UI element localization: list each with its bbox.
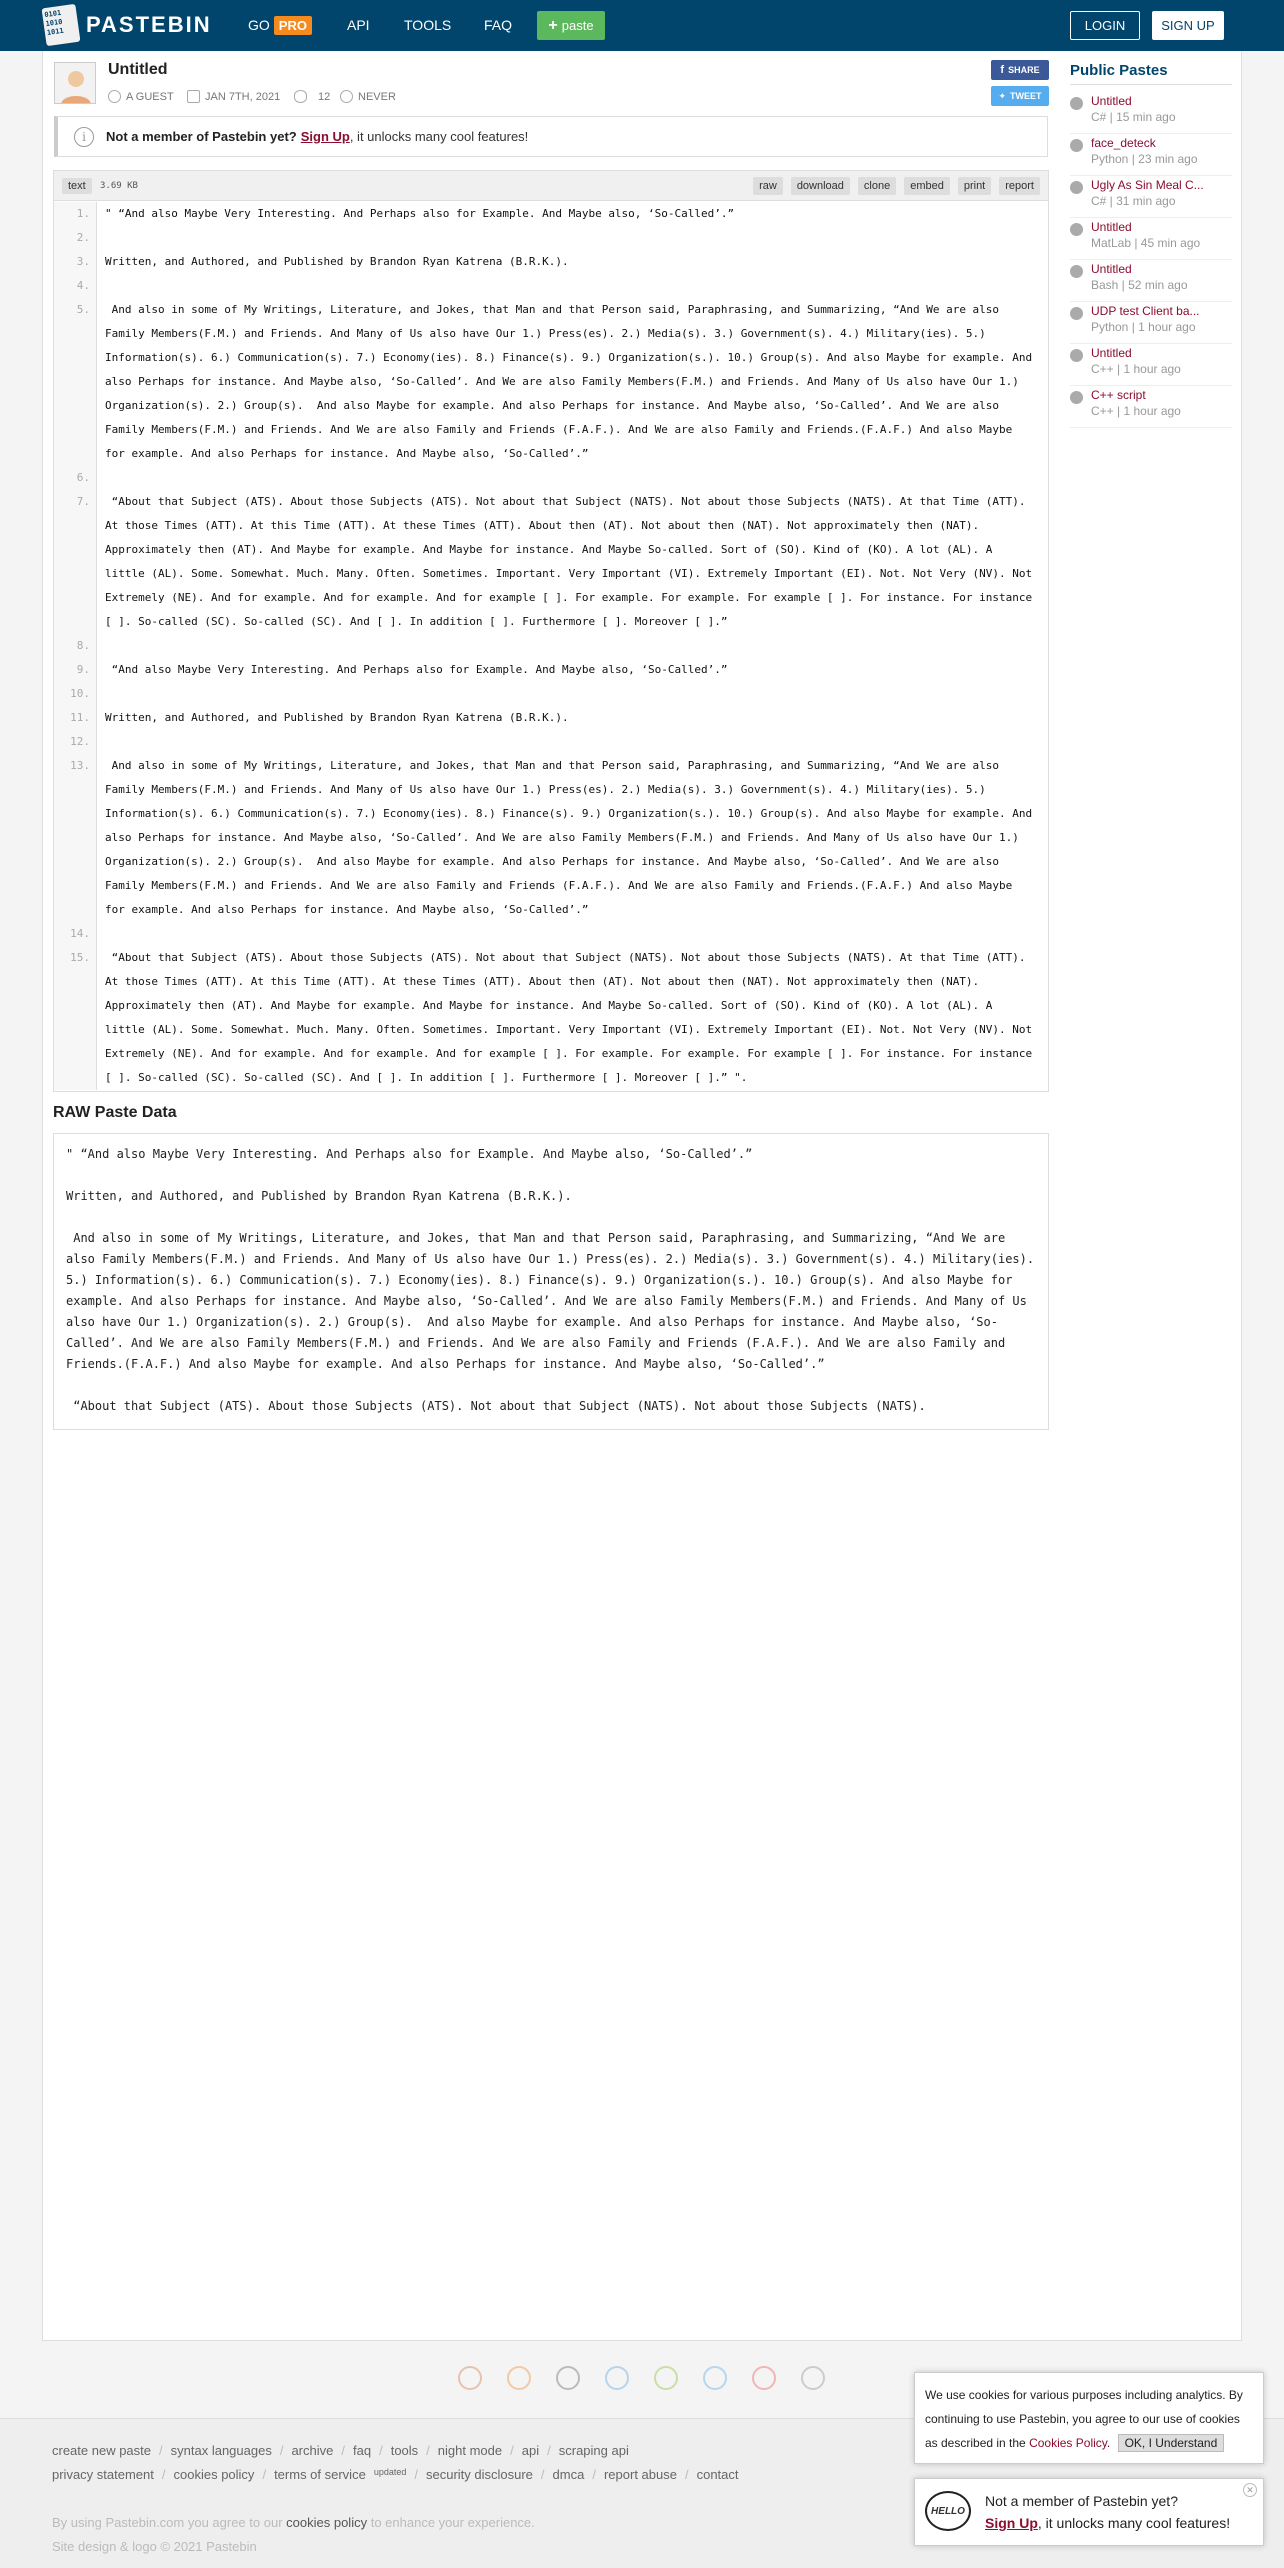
public-paste-title[interactable]: C++ script <box>1091 388 1146 402</box>
views-label: 12 <box>318 90 331 103</box>
nav-faq[interactable]: FAQ <box>484 17 513 33</box>
browser-extensions <box>458 2366 825 2390</box>
footer-link[interactable]: faq <box>353 2443 372 2458</box>
plus-icon: + <box>548 16 558 34</box>
clone-button[interactable]: clone <box>858 177 896 195</box>
line-text <box>97 274 1048 298</box>
footer-link[interactable]: terms of service <box>274 2467 366 2482</box>
member-popup-rest: , it unlocks many cool features! <box>1037 2515 1231 2531</box>
nav-api[interactable]: API <box>347 17 370 33</box>
line-number: 15. <box>54 946 97 1090</box>
line-text <box>97 466 1048 490</box>
public-paste-title[interactable]: face_deteck <box>1091 136 1156 150</box>
footer-link[interactable]: syntax languages <box>170 2443 272 2458</box>
code-line <box>54 250 1048 274</box>
line-text <box>97 922 1048 946</box>
globe-icon <box>1070 391 1083 404</box>
line-text: And also in some of My Writings, Literature, and Jokes, that Man and that Person said, Paraphrasing, and Summarizing, “And We are also Family Members(F.M.) and Friends. And Many of Us also have Our 1.) Press(es). 2.) Media(s). 3.) Government(s). 4.) Military(ies). 5.) Information(s). 6.) Communication(s). 7.) Economy(ies). 8.) Finance(s). 9.) Organization(s.). 10.) Group(s). And also Maybe for example. And also Perhaps for instance. And Maybe also, ‘So-Called’. And We are also Family Members(F.M.) and Friends. And Many of Us also have Our 1.) Organization(s). 2.) Group(s). And also Maybe for example. And also Perhaps for instance. And Maybe also, ‘So-Called’. And We are also Family Members(F.M.) and Friends. And We are also Family and Friends (F.A.F.). And We are also Family and Friends.(F.A.F.) And also Maybe for example. And also Perhaps for instance. And Maybe also, ‘So-Called’.” <box>105 303 1039 460</box>
member-popup-signup-link[interactable]: Sign Up <box>985 2515 1038 2531</box>
cookie-ok-button[interactable]: OK, I Understand <box>1118 2434 1225 2452</box>
opera-icon[interactable] <box>752 2366 776 2390</box>
top-header <box>0 0 1284 51</box>
line-number: 2. <box>54 226 97 250</box>
line-text: Written, and Authored, and Published by Brandon Ryan Katrena (B.R.K.). <box>105 255 569 268</box>
footer-link[interactable]: report abuse <box>603 2467 677 2482</box>
public-paste-title[interactable]: Ugly As Sin Meal C... <box>1091 178 1204 192</box>
safari-icon[interactable] <box>703 2366 727 2390</box>
author-label: A GUEST <box>126 90 174 103</box>
code-line <box>54 634 1048 658</box>
syntax-tag[interactable]: text <box>62 178 92 194</box>
public-paste-title[interactable]: Untitled <box>1091 94 1132 108</box>
code-line <box>54 754 1048 922</box>
user-icon <box>108 90 121 103</box>
globe-icon <box>1070 265 1083 278</box>
code-line <box>54 226 1048 250</box>
footer-separator: / <box>547 2443 551 2458</box>
public-paste-title[interactable]: Untitled <box>1091 262 1132 276</box>
calendar-icon <box>187 90 200 103</box>
notice-question: Not a member of Pastebin yet? <box>106 129 297 144</box>
public-pastes-title: Public Pastes <box>1070 62 1168 79</box>
cookie-text: We use cookies for various purposes including analytics. By continuing to use Pastebin, you agree to our use of cookies as described in the <box>925 2388 1243 2450</box>
line-text <box>97 634 1048 658</box>
info-icon: i <box>74 127 94 147</box>
line-number: 3. <box>54 250 97 274</box>
globe-icon <box>1070 223 1083 236</box>
close-icon[interactable]: ✕ <box>1243 2483 1257 2497</box>
line-text <box>97 226 1048 250</box>
globe-icon <box>1070 307 1083 320</box>
public-paste-item[interactable] <box>1070 302 1232 344</box>
line-text: “About that Subject (ATS). About those Subjects (ATS). Not about that Subject (NATS). Not about those Subjects (NATS). At that Time (ATT). At those Times (ATT). At this Time (ATT). At these Times (ATT). About then (AT). Not about then (NAT). Not approximately then (NAT). Approximately then (AT). And Maybe for example. And Maybe for instance. And Maybe So-called. Sort of (SO). Kind of (KO). A lot (AL). A little (AL). Some. Somewhat. Much. Many. Often. Sometimes. Important. Very Important (VI). Extremely Important (EI). Not. Not Very (NV). Not Extremely (NE). And for example. And for example. And for example [ ]. For example. For example. For example [ ]. For instance. For instance [ ]. So-called (SC). So-called (SC). And [ ]. In addition [ ]. Furthermore [ ]. Moreover [ ].” ". <box>105 951 1039 1084</box>
code-line <box>54 202 1048 226</box>
twitter-icon: ✦ <box>998 90 1007 101</box>
paste-title: Untitled <box>108 61 168 78</box>
cookie-consent-popup: We use cookies for various purposes including analytics. By continuing to use Pastebin, you agree to our use of cookies as described in the Cookies Policy. OK, I Understand <box>914 2372 1264 2464</box>
code-line <box>54 274 1048 298</box>
clock-icon <box>340 90 353 103</box>
chrome-icon[interactable] <box>458 2366 482 2390</box>
paste-views <box>294 90 330 103</box>
footer-link[interactable]: create new paste <box>52 2443 152 2458</box>
firefox-icon[interactable] <box>507 2366 531 2390</box>
embed-button[interactable]: embed <box>904 177 950 195</box>
cookie-policy-link[interactable]: Cookies Policy <box>1029 2436 1107 2450</box>
globe-icon <box>1070 97 1083 110</box>
windows-icon[interactable] <box>605 2366 629 2390</box>
paste-code-box <box>53 170 1049 1092</box>
public-paste-item[interactable] <box>1070 92 1232 134</box>
footer-separator: / <box>510 2443 514 2458</box>
raw-button[interactable]: raw <box>753 177 783 195</box>
code-line <box>54 298 1048 466</box>
paste-expiry <box>340 90 396 103</box>
code-line <box>54 682 1048 706</box>
footer-separator: / <box>592 2467 596 2482</box>
line-number: 7. <box>54 490 97 634</box>
public-paste-meta: C++ | 1 hour ago <box>1091 404 1181 418</box>
line-text: “About that Subject (ATS). About those Subjects (ATS). Not about that Subject (NATS). Not about those Subjects (NATS). At that Time (ATT). At those Times (ATT). At this Time (ATT). At these Times (ATT). About then (AT). Not about then (NAT). Not approximately then (NAT). Approximately then (AT). And Maybe for example. And Maybe for instance. And Maybe So-called. Sort of (SO). Kind of (KO). A lot (AL). A little (AL). Some. Somewhat. Much. Many. Often. Sometimes. Important. Very Important (VI). Extremely Important (EI). Not. Not Very (NV). Not Extremely (NE). And for example. And for example. And for example [ ]. For example. For example. For example [ ]. For instance. For instance [ ]. So-called (SC). So-called (SC). And [ ]. In addition [ ]. Furthermore [ ]. Moreover [ ].” <box>105 495 1039 628</box>
guest-avatar <box>54 62 96 104</box>
footer-link[interactable]: api <box>521 2443 540 2458</box>
line-number: 11. <box>54 706 97 730</box>
footer-separator: / <box>159 2443 163 2458</box>
public-paste-title[interactable]: Untitled <box>1091 220 1132 234</box>
code-line <box>54 706 1048 730</box>
line-text: Written, and Authored, and Published by Brandon Ryan Katrena (B.R.K.). <box>105 711 569 724</box>
footer-separator: / <box>262 2467 267 2482</box>
raw-paste-text: " “And also Maybe Very Interesting. And Perhaps also for Example. And Maybe also, ‘So-Called’.” Written, and Authored, and Published by Brandon Ryan Katrena (B.R.K.). And also in some of My Writings, Literature, and Jokes, that Man and that Person said, Paraphrasing, and Summarizing, “And We are also Family Members(F.M.) and Friends. And Many of Us also have Our 1.) Press(es). 2.) Media(s). 3.) Government(s). 4.) Military(ies). 5.) Information(s). 6.) Communication(s). 7.) Economy(ies). 8.) Finance(s). 9.) Organization(s.). 10.) Group(s). And also Maybe for example. And also Perhaps for instance. And Maybe also, ‘So-Called’. And We are also Family Members(F.M.) and Friends. And Many of Us also have Our 1.) Organization(s). 2.) Group(s). And also Maybe for example. And also Perhaps for instance. And Maybe also, ‘So-Called’. And We are also Family Members(F.M.) and Friends. And We are also Family and Friends (F.A.F.). And We are also Family and Friends.(F.A.F.) And also Maybe for example. And also Perhaps for instance. And Maybe also, ‘So-Called’.” “About that Subject (ATS). About those Subjects (ATS). Not about that Subject (NATS). Not about those Subjects (NATS). <box>66 1147 1035 1413</box>
public-paste-meta: MatLab | 45 min ago <box>1091 236 1201 250</box>
new-paste-label: paste <box>561 18 594 33</box>
public-paste-title[interactable]: Untitled <box>1091 346 1132 360</box>
line-number: 9. <box>54 658 97 682</box>
footer-link[interactable]: archive <box>291 2443 334 2458</box>
globe-icon <box>1070 139 1083 152</box>
sidebar-divider <box>1070 84 1232 85</box>
logo-link[interactable] <box>44 6 212 44</box>
hello-icon: HELLO <box>925 2491 971 2531</box>
user-avatar-icon <box>55 63 96 104</box>
footer-note-a: By using Pastebin.com you agree to our <box>52 2515 283 2530</box>
line-number: 5. <box>54 298 97 466</box>
raw-paste-textarea[interactable] <box>53 1133 1049 1430</box>
footer-separator: / <box>341 2443 345 2458</box>
footer-separator: / <box>540 2467 545 2482</box>
notice-rest: , it unlocks many cool features! <box>349 129 529 144</box>
paste-author[interactable] <box>108 90 174 103</box>
member-popup-line2 <box>985 2515 1230 2531</box>
notice-signup-link[interactable]: Sign Up <box>300 129 350 144</box>
footer-link[interactable]: tools <box>390 2443 419 2458</box>
public-paste-meta: Python | 23 min ago <box>1091 152 1198 166</box>
code-line <box>54 730 1048 754</box>
date-label: JAN 7TH, 2021 <box>205 90 281 103</box>
public-paste-item[interactable] <box>1070 134 1232 176</box>
member-popup-question: Not a member of Pastebin yet? <box>985 2493 1178 2509</box>
line-text <box>97 730 1048 754</box>
code-line <box>54 922 1048 946</box>
footer-link[interactable]: scraping api <box>558 2443 629 2458</box>
line-number: 4. <box>54 274 97 298</box>
report-button[interactable]: report <box>999 177 1040 195</box>
ios-icon[interactable] <box>556 2366 580 2390</box>
footer-copyright: Site design & logo © 2021 Pastebin <box>52 2539 257 2554</box>
nav-go-label: GO <box>248 17 270 33</box>
line-text: And also in some of My Writings, Literature, and Jokes, that Man and that Person said, Paraphrasing, and Summarizing, “And We are also Family Members(F.M.) and Friends. And Many of Us also have Our 1.) Press(es). 2.) Media(s). 3.) Government(s). 4.) Military(ies). 5.) Information(s). 6.) Communication(s). 7.) Economy(ies). 8.) Finance(s). 9.) Organization(s.). 10.) Group(s). And also Maybe for example. And also Perhaps for instance. And Maybe also, ‘So-Called’. And We are also Family Members(F.M.) and Friends. And Many of Us also have Our 1.) Organization(s). 2.) Group(s). And also Maybe for example. And also Perhaps for instance. And Maybe also, ‘So-Called’. And We are also Family Members(F.M.) and Friends. And We are also Family and Friends (F.A.F.). And We are also Family and Friends.(F.A.F.) And also Maybe for example. And also Perhaps for instance. And Maybe also, ‘So-Called’.” <box>105 759 1039 916</box>
member-notice <box>54 116 1048 157</box>
public-paste-meta: Bash | 52 min ago <box>1091 278 1188 292</box>
line-number: 10. <box>54 682 97 706</box>
line-text: “And also Maybe Very Interesting. And Perhaps also for Example. And Maybe also, ‘So-Called’.” <box>105 663 728 676</box>
globe-icon <box>1070 349 1083 362</box>
new-paste-button[interactable] <box>537 11 605 40</box>
footer-links-row1 <box>52 2443 629 2458</box>
footer-cookies-policy-link[interactable]: cookies policy <box>286 2515 368 2530</box>
signup-button[interactable]: SIGN UP <box>1152 11 1224 40</box>
public-paste-item[interactable] <box>1070 386 1232 428</box>
code-lines <box>54 202 1048 1090</box>
line-number: 12. <box>54 730 97 754</box>
line-number: 1. <box>54 202 97 226</box>
code-line <box>54 490 1048 634</box>
public-paste-item[interactable] <box>1070 218 1232 260</box>
footer-note-b: to enhance your experience. <box>370 2515 535 2530</box>
public-paste-title[interactable]: UDP test Client ba... <box>1091 304 1200 318</box>
share-label: SHARE <box>1008 65 1040 75</box>
line-number: 14. <box>54 922 97 946</box>
raw-paste-title: RAW Paste Data <box>53 1104 177 1121</box>
login-button[interactable]: LOGIN <box>1070 11 1140 40</box>
footer-separator: / <box>684 2467 689 2482</box>
public-paste-meta: Python | 1 hour ago <box>1091 320 1196 334</box>
code-actions <box>753 177 1040 195</box>
android-icon[interactable] <box>654 2366 678 2390</box>
footer-separator: / <box>379 2443 383 2458</box>
code-line <box>54 658 1048 682</box>
footer-separator: / <box>414 2467 418 2482</box>
line-text <box>97 682 1048 706</box>
facebook-share-button[interactable] <box>991 60 1049 80</box>
tweet-label: TWEET <box>1010 91 1042 101</box>
public-paste-item[interactable] <box>1070 260 1232 302</box>
public-paste-item[interactable] <box>1070 176 1232 218</box>
footer-link[interactable]: security disclosure <box>425 2467 533 2482</box>
footer-link[interactable]: dmca <box>552 2467 585 2482</box>
nav-tools[interactable]: TOOLS <box>404 17 452 33</box>
line-number: 13. <box>54 754 97 922</box>
logo-text: PASTEBIN <box>86 12 212 37</box>
footer-separator: / <box>426 2443 430 2458</box>
eye-icon <box>294 90 307 103</box>
public-paste-meta: C# | 15 min ago <box>1091 110 1176 124</box>
footer-links-row2 <box>52 2467 739 2482</box>
line-text: " “And also Maybe Very Interesting. And Perhaps also for Example. And Maybe also, ‘So-Called’.” <box>105 207 735 220</box>
footer-link[interactable]: night mode <box>437 2443 503 2458</box>
public-paste-item[interactable] <box>1070 344 1232 386</box>
footer-separator: / <box>161 2467 166 2482</box>
paste-size: 3.69 KB <box>100 181 138 191</box>
pro-badge: PRO <box>274 16 312 35</box>
code-line <box>54 946 1048 1090</box>
download-button[interactable]: download <box>791 177 850 195</box>
code-line <box>54 466 1048 490</box>
facebook-icon: f <box>1000 64 1005 76</box>
nav-go-pro[interactable] <box>248 17 312 33</box>
edge-icon[interactable] <box>801 2366 825 2390</box>
tweet-button[interactable] <box>991 86 1049 106</box>
print-button[interactable]: print <box>958 177 991 195</box>
line-number: 6. <box>54 466 97 490</box>
footer-link[interactable]: contact <box>696 2467 739 2482</box>
public-paste-meta: C++ | 1 hour ago <box>1091 362 1181 376</box>
line-number: 8. <box>54 634 97 658</box>
footer-link[interactable]: cookies policy <box>173 2467 255 2482</box>
paste-date <box>187 90 280 103</box>
code-toolbar <box>54 171 1048 201</box>
member-popup <box>914 2478 1264 2546</box>
footer-separator: / <box>279 2443 284 2458</box>
tos-updated-badge: updated <box>373 2467 407 2477</box>
logo-icon: 0101 1010 1011 <box>42 4 81 46</box>
public-paste-meta: C# | 31 min ago <box>1091 194 1176 208</box>
footer-cookie-note <box>52 2515 535 2530</box>
globe-icon <box>1070 181 1083 194</box>
footer-link[interactable]: privacy statement <box>52 2467 154 2482</box>
expiry-label: NEVER <box>358 90 396 103</box>
